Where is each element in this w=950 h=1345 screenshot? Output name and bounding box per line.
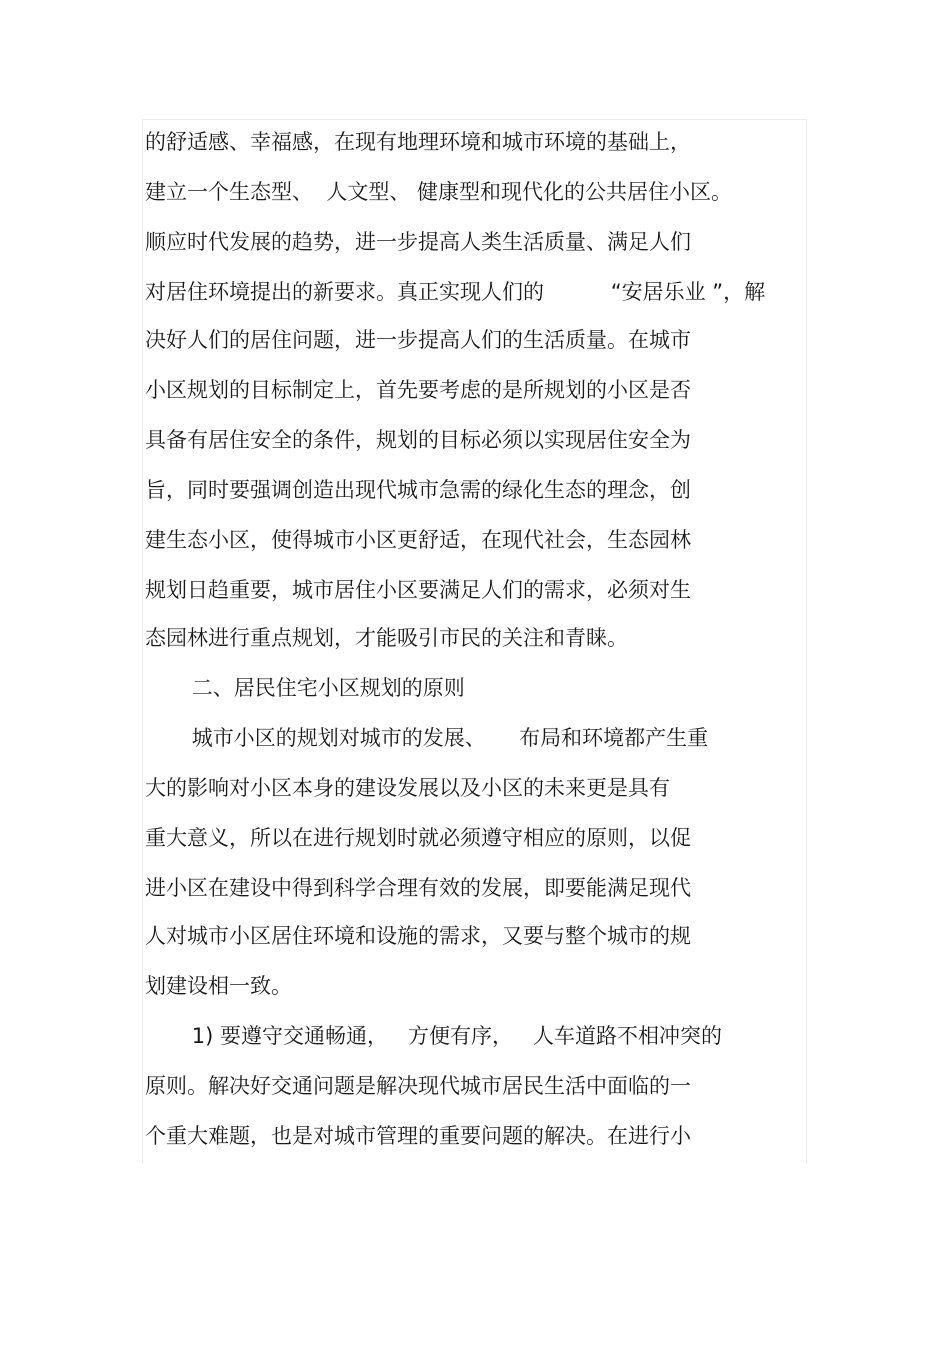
text-line-8: 旨，同时要强调创造出现代城市急需的绿化生态的理念，创 — [145, 478, 691, 502]
text-line-1: 的舒适感、幸福感，在现有地理环境和城市环境的基础上， — [145, 130, 691, 154]
text-line-5: 决好人们的居住问题，进一步提高人们的生活质量。在城市 — [145, 328, 691, 352]
section-heading: 二、居民住宅小区规划的原则 — [145, 676, 465, 700]
text-line-3: 顺应时代发展的趋势，进一步提高人类生活质量、满足人们 — [145, 230, 691, 254]
text-line-10: 规划日趋重要，城市居住小区要满足人们的需求，必须对生 — [145, 578, 691, 602]
text-line-9: 建生态小区，使得城市小区更舒适，在现代社会，生态园林 — [145, 528, 691, 552]
text-line-15: 重大意义，所以在进行规划时就必须遵守相应的原则，以促 — [145, 826, 691, 850]
text-line-4: 对居住环境提出的新要求。真正实现人们的 “安居乐业 ”，解 — [145, 280, 766, 304]
text-line-21: 个重大难题，也是对城市管理的重要问题的解决。在进行小 — [145, 1124, 691, 1148]
text-line-11: 态园林进行重点规划，才能吸引市民的关注和青睐。 — [145, 626, 628, 650]
text-line-17: 人对城市小区居住环境和设施的需求，又要与整个城市的规 — [145, 924, 691, 948]
text-line-19: 1) 要遵守交通畅通， 方便有序， 人车道路不相冲突的 — [145, 1024, 723, 1048]
text-line-18: 划建设相一致。 — [145, 974, 292, 998]
text-line-7: 具备有居住安全的条件，规划的目标必须以实现居住安全为 — [145, 428, 691, 452]
text-line-20: 原则。解决好交通问题是解决现代城市居民生活中面临的一 — [145, 1074, 691, 1098]
text-line-2: 建立一个生态型、 人文型、 健康型和现代化的公共居住小区。 — [145, 180, 733, 204]
text-line-14: 大的影响对小区本身的建设发展以及小区的未来更是具有 — [145, 776, 670, 800]
text-line-13: 城市小区的规划对城市的发展、 布局和环境都产生重 — [145, 726, 709, 750]
text-line-6: 小区规划的目标制定上，首先要考虑的是所规划的小区是否 — [145, 378, 691, 402]
text-line-16: 进小区在建设中得到科学合理有效的发展，即要能满足现代 — [145, 876, 691, 900]
